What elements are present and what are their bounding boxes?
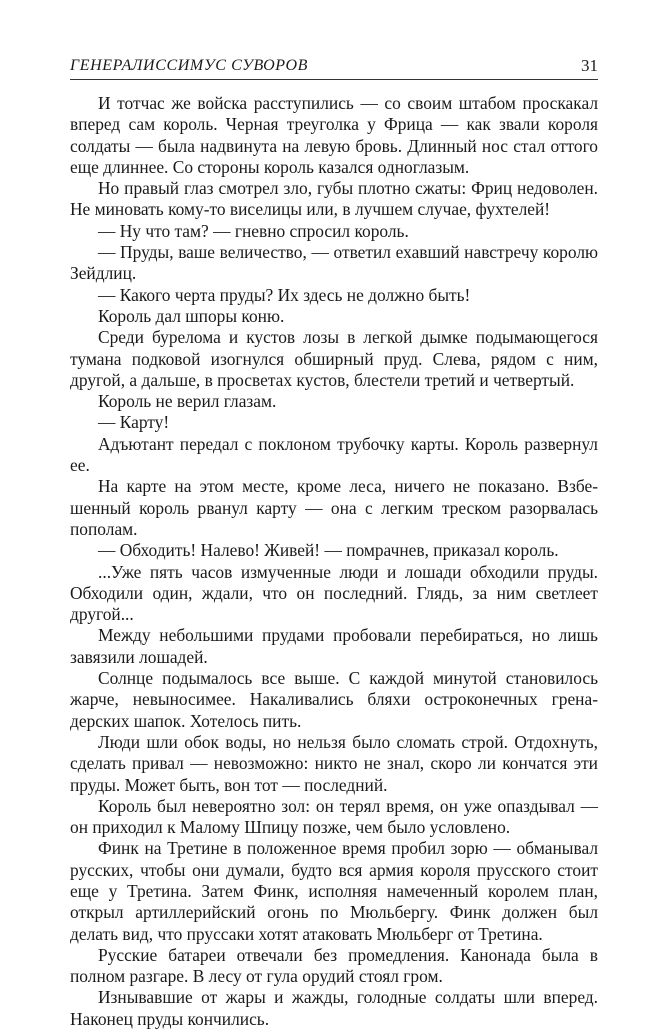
body-text — [70, 93, 598, 1030]
paragraph: Король был невероятно зол: он терял время, он уже опаздывал — он приходил к Малому Шпицу позже, чем было условлено. — [70, 795, 598, 838]
paragraph: — Карту! — [98, 412, 170, 433]
paragraph: — Обходить! Налево! Живей! — помрачнев, приказал король. — [98, 540, 559, 561]
paragraph: На карте на этом месте, кроме леса, ничего не показано. Взбешенный король рванул карту — она с легким треском разорвалась пополам. — [70, 476, 598, 539]
paragraph: Солнце подымалось все выше. С каждой минутой становилось жарче, невыносимее. Накаливались бляхи остроконечных гренадерских шапок. Хотелось пить. — [70, 668, 598, 731]
paragraph: — Ну что там? — гневно спросил король. — [98, 220, 409, 241]
paragraph: ...Уже пять часов измученные люди и лошади обходили пруды. Обходили один, ждали, что он последний. Глядь, за ним светлеет другой... — [70, 561, 598, 625]
paragraph: Финк на Третине в положенное время пробил зорю — обманывал русских, чтобы они думали, будто вся армия короля прусского стоит еще у Третина. Затем Финк, исполняя намеченный королем план, открыл артиллерийский огонь по Мюльбергу. Финк должен был делать вид, что пруссаки хотят атаковать Мюльберг от Третина. — [70, 838, 598, 944]
paragraph: — Пруды, ваше величество, — ответил ехавший навстречу королю Зейдлиц. — [70, 242, 598, 284]
paragraph: Люди шли обок воды, но нельзя было сломать строй. Отдохнуть, сделать привал — невозможно: никто не знал, скоро ли кончатся эти пруды. Может быть, вон тот — последний. — [70, 731, 598, 795]
paragraph: Между небольшими прудами пробовали перебираться, но лишь завязили лошадей. — [70, 625, 598, 667]
running-title: ГЕНЕРАЛИССИМУС СУВОРОВ — [70, 57, 308, 74]
paragraph: Но правый глаз смотрел зло, губы плотно сжаты: Фриц недоволен. Не миновать кому-то виселицы или, в лучшем случае, фухтелей! — [70, 178, 598, 220]
paragraph: — Какого черта пруды? Их здесь не должно быть! — [98, 284, 471, 305]
paragraph: Среди бурелома и кустов лозы в легкой дымке подымающегося тумана подковой изогнулся обширный пруд. Слева, рядом с ним, другой, а дальше, в просветах кустов, блестели третий и четвертый. — [70, 327, 598, 390]
page-number: 31 — [581, 56, 598, 75]
paragraph: Король не верил глазам. — [98, 391, 277, 412]
paragraph: Русские батареи отвечали без промедления. Канонада была в полном разгаре. В лесу от гула орудий стоял гром. — [70, 944, 598, 987]
paragraph: И тотчас же войска расступились — со своим штабом проскакал вперед сам король. Черная треуголка у Фрица — как звали короля солдаты — была надвинута на левую бровь. Длинный нос стал оттого еще длиннее. Со стороны король казался одноглазым. — [70, 93, 598, 177]
running-header — [70, 56, 598, 80]
paragraph: Изнывавшие от жары и жажды, голодные солдаты шли вперед. Наконец пруды кончились. — [70, 987, 598, 1029]
paragraph: Король дал шпоры коню. — [98, 305, 285, 326]
paragraph: Адъютант передал с поклоном трубочку карты. Король развернул ее. — [70, 433, 598, 476]
header-rule — [70, 79, 598, 80]
